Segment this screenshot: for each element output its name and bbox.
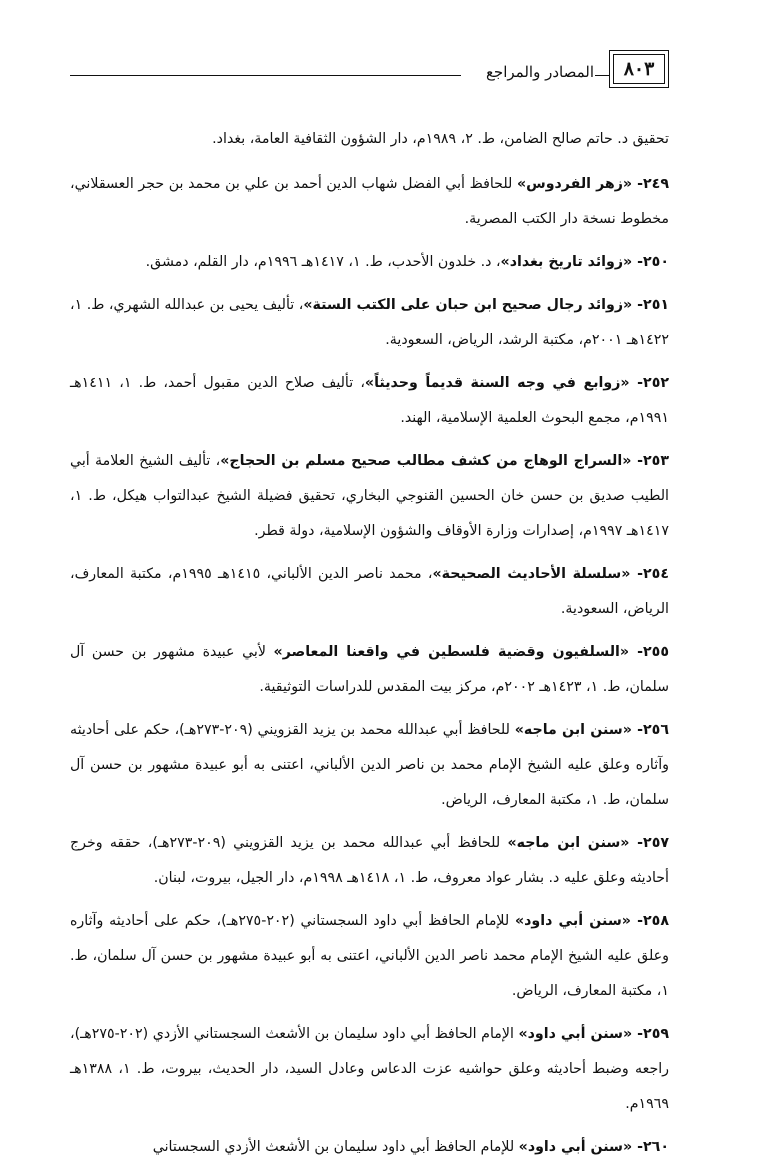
entry-details: للحافظ أبي الفضل شهاب الدين أحمد بن علي بن محمد بن حجر العسقلاني، مخطوط نسخة دار الكتب المصرية. [70, 176, 669, 227]
entry-title: «زوابع في وجه السنة قديماً وحديثاً» [364, 375, 630, 391]
entry-title: «زهر الفردوس» [516, 176, 633, 192]
entry-details: ، تأليف الشيخ العلامة أبي الطيب صديق بن حسن خان الحسين القنوجي البخاري، تحقيق فضيلة الشيخ عبدالتواب هيكل، ط. ١، ١٤١٧هـ ١٩٩٧م، إصدارات وزارة الأوقاف والشؤون الإسلامية، دولة قطر. [70, 453, 669, 539]
entry-title: «السلفيون وقضية فلسطين في واقعنا المعاصر» [273, 644, 630, 660]
entry-title: «زوائد رجال صحيح ابن حبان على الكتب الستة» [303, 297, 633, 313]
bibliography-entry [70, 167, 669, 237]
entry-dash: - [632, 254, 644, 270]
entry-title: «سنن ابن ماجه» [514, 722, 632, 738]
entry-details: الإمام الحافظ أبي داود سليمان بن الأشعث السجستاني الأزدي (٢٠٢-٢٧٥هـ)، راجعه وضبط أحاديثه وعلق حواشيه عزت الدعاس وعادل السيد، دار الحديث، بيروت، ط. ١، ١٣٨٨هـ ١٩٦٩م. [70, 1026, 670, 1112]
bibliography-entry [70, 245, 669, 280]
header-rule [70, 75, 461, 76]
entry-details: لأبي عبيدة مشهور بن حسن آل سلمان، ط. ١، ١٤٢٣هـ ٢٠٠٢م، مركز بيت المقدس للدراسات التوثيقية. [70, 644, 669, 695]
page-number: ٨٠٣ [613, 54, 665, 84]
entry-details: للإمام الحافظ أبي داود سليمان بن الأشعث الأزدي السجستاني [152, 1139, 519, 1155]
page [70, 50, 670, 1155]
bibliography-list [70, 122, 669, 1165]
entry-title: «سنن أبي داود» [514, 913, 631, 929]
entry-title: «سنن أبي داود» [518, 1026, 633, 1042]
entry-details: ، محمد ناصر الدين الألباني، ١٤١٥هـ ١٩٩٥م، مكتبة المعارف، الرياض، السعودية. [70, 566, 669, 617]
entry-dash: - [629, 644, 644, 660]
entry-dash: - [631, 722, 644, 738]
entry-dash: - [632, 1026, 644, 1042]
entry-number: ٢٤٩ [643, 176, 669, 192]
entry-details: ، تأليف صلاح الدين مقبول أحمد، ط. ١، ١٤١١هـ ١٩٩١م، مجمع البحوث العلمية الإسلامية، الهند. [70, 375, 669, 426]
entry-title: «السراج الوهاج من كشف مطالب صحيح مسلم بن الحجاج» [220, 453, 632, 469]
entry-dash: - [632, 1139, 644, 1155]
entry-dash: - [629, 835, 644, 851]
entry-title: «سنن أبي داود» [518, 1139, 633, 1155]
entry-number: ٢٥٤ [643, 566, 669, 582]
bibliography-entry [70, 904, 669, 1009]
bibliography-entry [70, 635, 669, 705]
bibliography-entry [70, 1017, 669, 1122]
running-header [70, 50, 669, 92]
entry-dash: - [630, 913, 644, 929]
entry-number: ٢٥٠ [643, 254, 669, 270]
entry-dash: - [632, 176, 644, 192]
entry-number: ٢٥٣ [643, 453, 669, 469]
entry-details: للحافظ أبي عبدالله محمد بن يزيد القزويني (٢٠٩-٢٧٣هـ)، حكم على أحاديثه وآثاره وعلق عليه الشيخ الإمام محمد بن ناصر الدين الألباني، اعتنى به أبو عبيدة مشهور بن حسن آل سلمان، ط. ١، مكتبة المعارف، الرياض. [70, 722, 669, 808]
entry-dash: - [629, 375, 644, 391]
entry-number: ٢٦٠ [643, 1139, 669, 1155]
entry-details: للإمام الحافظ أبي داود السجستاني (٢٠٢-٢٧٥هـ)، حكم على أحاديثه وآثاره وعلق عليه الشيخ الإمام محمد ناصر الدين الألباني، اعتنى به أبو عبيدة مشهور بن حسن آل سلمان، ط. ١، مكتبة المعارف، الرياض. [70, 913, 669, 999]
header-rule-short [595, 75, 609, 76]
bibliography-entry [70, 713, 669, 818]
bibliography-entry [70, 557, 669, 627]
entry-number: ٢٥٨ [643, 913, 669, 929]
bibliography-entry [70, 826, 669, 896]
bibliography-entry [70, 1130, 669, 1165]
entry-details: للحافظ أبي عبدالله محمد بن يزيد القزويني (٢٠٩-٢٧٣هـ)، حققه وخرج أحاديثه وعلق عليه د. بشار عواد معروف، ط. ١، ١٤١٨هـ ١٩٩٨م، دار الجيل، بيروت، لبنان. [70, 835, 669, 886]
bibliography-entry [70, 288, 669, 358]
entry-dash: - [630, 566, 644, 582]
entry-dash: - [632, 297, 644, 313]
page-number-box [609, 50, 669, 88]
entry-number: ٢٥١ [643, 297, 670, 313]
entry-number: ٢٥٦ [643, 722, 669, 738]
running-title: المصادر والمراجع [485, 63, 594, 81]
entry-number: ٢٥٧ [643, 835, 670, 851]
entry-dash: - [631, 453, 644, 469]
entry-number: ٢٥٢ [643, 375, 670, 391]
entry-number: ٢٥٩ [643, 1026, 670, 1042]
entry-title: «سنن ابن ماجه» [507, 835, 630, 851]
continuation-paragraph: تحقيق د. حاتم صالح الضامن، ط. ٢، ١٩٨٩م، دار الشؤون الثقافية العامة، بغداد. [212, 131, 669, 147]
bibliography-entry [70, 366, 669, 436]
entry-title: «زوائد تاريخ بغداد» [500, 254, 633, 270]
entries-container [70, 167, 669, 1165]
entry-title: «سلسلة الأحاديث الصحيحة» [432, 566, 631, 582]
entry-details: ، د. خلدون الأحدب، ط. ١، ١٤١٧هـ ١٩٩٦م، دار القلم، دمشق. [145, 254, 501, 270]
bibliography-entry [70, 444, 669, 549]
entry-number: ٢٥٥ [643, 644, 669, 660]
entry-details: ، تأليف يحيى بن عبدالله الشهري، ط. ١، ١٤٢٢هـ ٢٠٠١م، مكتبة الرشد، الرياض، السعودية. [70, 297, 669, 348]
